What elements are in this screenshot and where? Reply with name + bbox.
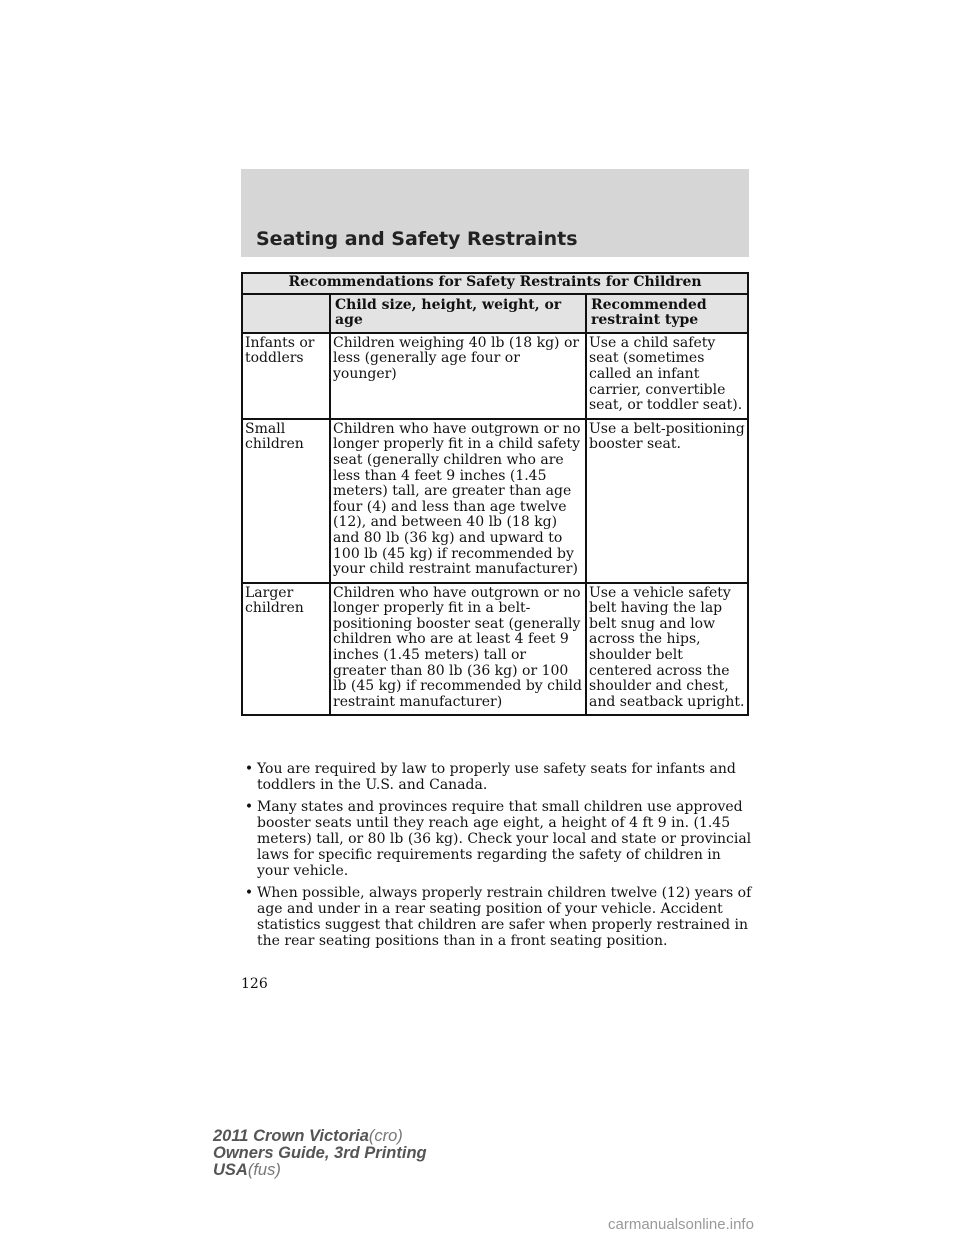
- row-restraint: Use a child safety seat (sometimes called an infant carrier, convertible seat, or toddler seat).: [586, 333, 748, 419]
- bullet-icon: •: [244, 761, 254, 777]
- footer-market: USA: [213, 1161, 248, 1179]
- list-item: [241, 799, 756, 879]
- row-restraint: Use a vehicle safety belt having the lap belt snug and low across the hips, shoulder belt centered across the shoulder and chest, and seatback upright.: [586, 583, 748, 716]
- bullet-text: When possible, always properly restrain children twelve (12) years of age and under in a rear seating position of your vehicle. Accident statistics suggest that children are safer when properly restrained in the rear seating positions than in a front seating position.: [257, 885, 752, 949]
- row-category: Infants or toddlers: [242, 333, 330, 419]
- column-header-restraint: Recommended restraint type: [586, 294, 748, 333]
- footer-line-1: [213, 1128, 427, 1145]
- footer-printing: Owners Guide, 3rd Printing: [213, 1144, 427, 1162]
- footer-market-code: (fus): [247, 1161, 281, 1179]
- column-header-category: [242, 294, 330, 333]
- document-footer: [213, 1128, 427, 1179]
- bullet-text: You are required by law to properly use safety seats for infants and toddlers in the U.S. and Canada.: [257, 761, 736, 793]
- footer-line-3: [213, 1162, 427, 1179]
- row-size: Children who have outgrown or no longer properly fit in a child safety seat (generally children who are less than 4 feet 9 inches (1.45 meters) tall, are greater than age four (4) and less than age twelve (12), and between 40 lb (18 kg) and 80 lb (36 kg) and upward to 100 lb (45 kg) if recommended by your child restraint manufacturer): [330, 419, 586, 583]
- row-size: Children weighing 40 lb (18 kg) or less (generally age four or younger): [330, 333, 586, 419]
- row-category: Larger children: [242, 583, 330, 716]
- page-number: 126: [241, 976, 268, 992]
- row-size: Children who have outgrown or no longer properly fit in a belt-positioning booster seat (generally children who are at least 4 feet 9 inches (1.45 meters) tall or greater than 80 lb (36 kg) or 100 lb (45 kg) if recommended by child restraint manufacturer): [330, 583, 586, 716]
- footer-model: 2011 Crown Victoria: [213, 1127, 369, 1145]
- bullet-list: [241, 761, 756, 955]
- list-item: [241, 885, 756, 949]
- table-title: Recommendations for Safety Restraints for Children: [242, 273, 748, 294]
- watermark: carmanualsonline.info: [608, 1216, 754, 1233]
- table-row: [242, 583, 748, 716]
- bullet-text: Many states and provinces require that small children use approved booster seats until they reach age eight, a height of 4 ft 9 in. (1.45 meters) tall, or 80 lb (36 kg). Check your local and state or provincial laws for specific requirements regarding the safety of children in your vehicle.: [257, 799, 752, 879]
- bullet-icon: •: [244, 799, 254, 815]
- footer-line-2: [213, 1145, 427, 1162]
- row-restraint: Use a belt-positioning booster seat.: [586, 419, 748, 583]
- list-item: [241, 761, 756, 793]
- column-header-size: Child size, height, weight, or age: [330, 294, 586, 333]
- row-category: Small children: [242, 419, 330, 583]
- section-title: Seating and Safety Restraints: [256, 228, 578, 250]
- recommendations-table: [241, 272, 749, 716]
- footer-model-code: (cro): [368, 1127, 403, 1145]
- table-row: [242, 333, 748, 419]
- table-row: [242, 419, 748, 583]
- bullet-icon: •: [244, 885, 254, 901]
